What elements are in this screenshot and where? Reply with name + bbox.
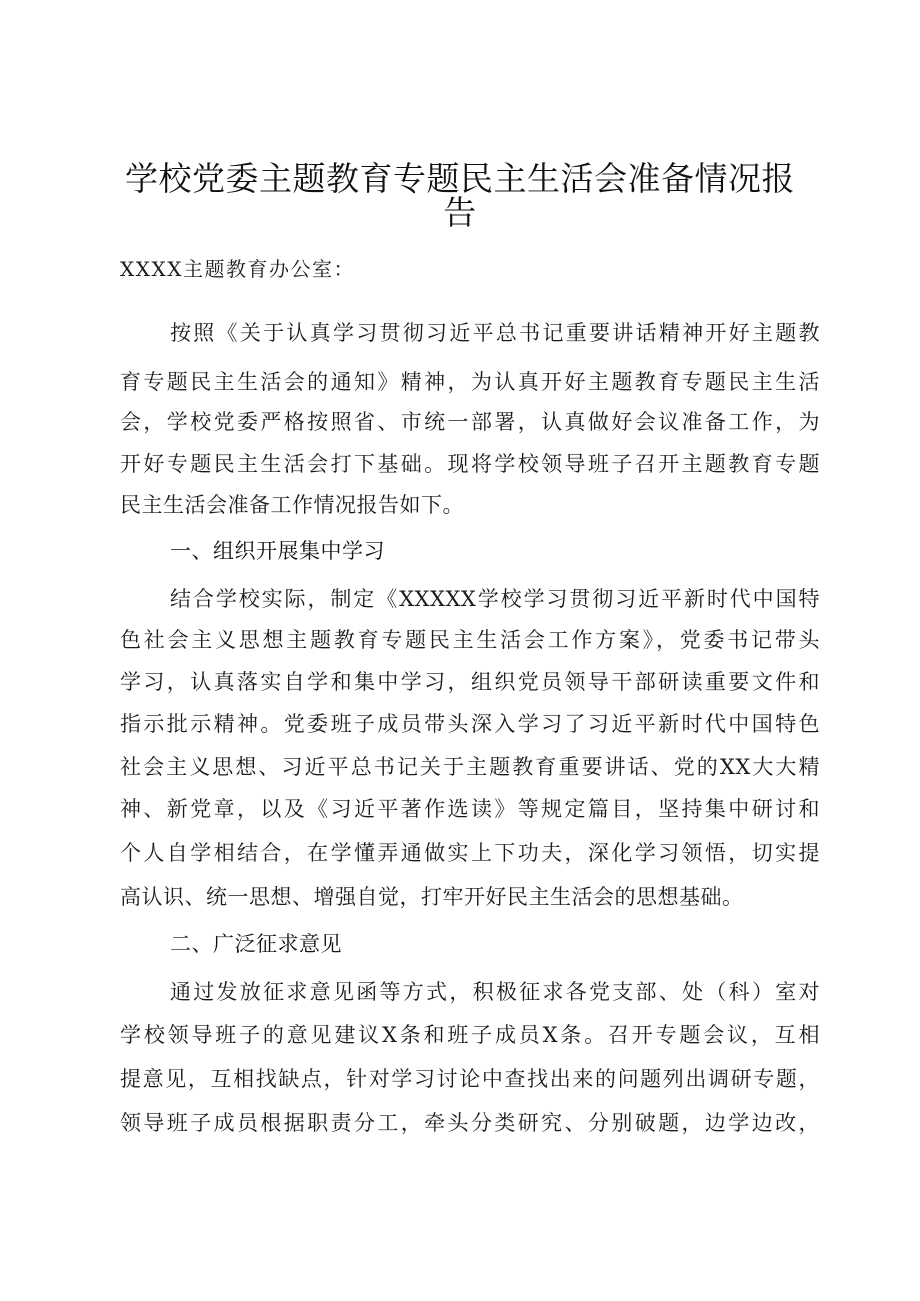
intro-line: 按照《关于认真学习贯彻习近平总书记重要讲话精神开好主题教 <box>170 321 820 345</box>
section-2-line: 通过发放征求意见函等方式，积极征求各党支部、处（科）室对 <box>170 980 820 1004</box>
section-1-line: 神、新党章，以及《习近平著作选读》等规定篇目，坚持集中研讨和 <box>120 797 820 821</box>
section-2-line: 学校领导班子的意见建议X条和班子成员X条。召开专题会议，互相 <box>120 1023 820 1047</box>
section-1-line: 色社会主义思想主题教育专题民主生活会工作方案》，党委书记带头 <box>120 628 820 652</box>
section-1-line: 指示批示精神。党委班子成员带头深入学习了习近平新时代中国特色 <box>120 712 820 736</box>
section-2-line: 提意见，互相找缺点，针对学习讨论中查找出来的问题列出调研专题， <box>120 1067 820 1091</box>
section-2-heading: 二、广泛征求意见 <box>170 932 342 956</box>
document-title-line-2: 告 <box>443 193 477 232</box>
document-title-line-1: 学校党委主题教育专题民主生活会准备情况报 <box>125 159 795 198</box>
salutation: XXXX主题教育办公室： <box>120 257 355 281</box>
intro-line: 育专题民主生活会的通知》精神，为认真开好主题教育专题民主生活 <box>120 370 820 394</box>
section-1-line: 个人自学相结合，在学懂弄通做实上下功夫，深化学习领悟，切实提 <box>120 841 820 865</box>
intro-line: 民主生活会准备工作情况报告如下。 <box>120 493 464 517</box>
section-1-line: 学习，认真落实自学和集中学习，组织党员领导干部研读重要文件和 <box>120 670 820 694</box>
section-1-line: 高认识、统一思想、增强自觉，打牢开好民主生活会的思想基础。 <box>120 885 744 909</box>
intro-line: 开好专题民主生活会打下基础。现将学校领导班子召开主题教育专题 <box>120 452 820 476</box>
section-1-heading: 一、组织开展集中学习 <box>170 539 385 563</box>
section-1-line: 社会主义思想、习近平总书记关于主题教育重要讲话、党的XX大大精 <box>120 755 820 779</box>
section-2-line: 领导班子成员根据职责分工，牵头分类研究、分别破题，边学边改， <box>120 1111 820 1135</box>
intro-line: 会，学校党委严格按照省、市统一部署，认真做好会议准备工作，为 <box>120 410 820 434</box>
section-1-line: 结合学校实际，制定《XXXXX学校学习贯彻习近平新时代中国特 <box>170 587 820 611</box>
